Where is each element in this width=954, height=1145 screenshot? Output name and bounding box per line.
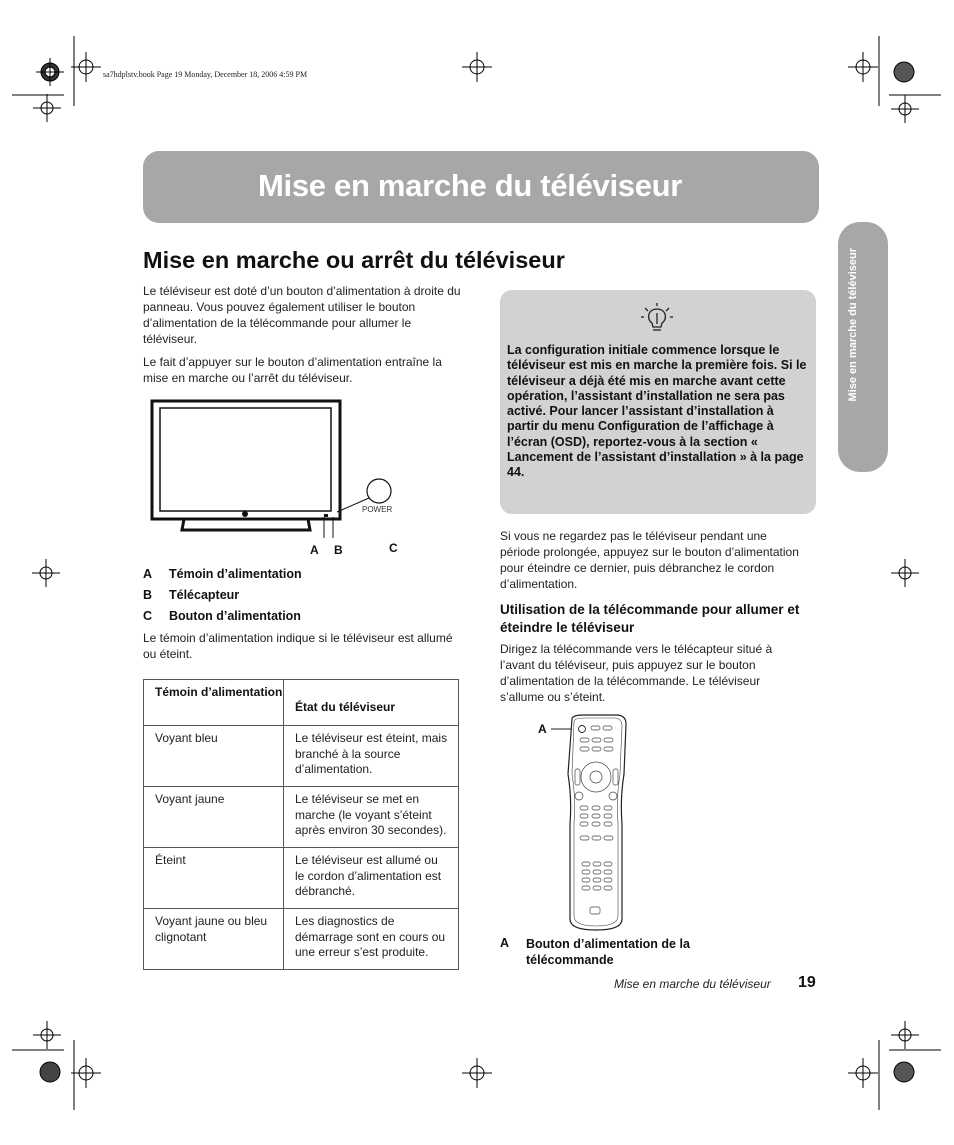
table-row — [144, 787, 459, 848]
callout-c: C — [389, 541, 398, 555]
table-cell: Les diagnostics de démarrage sont en cours ou une erreur s’est produite. — [284, 909, 459, 970]
legend-item: A Témoin d’alimentation — [143, 567, 302, 581]
registration-target-icon — [462, 52, 492, 82]
table-row — [144, 848, 459, 909]
tv-diagram — [148, 398, 408, 560]
section-heading: Mise en marche ou arrêt du téléviseur — [143, 247, 565, 273]
page-title: Mise en marche du téléviseur — [258, 168, 683, 203]
registration-target-icon — [890, 58, 918, 86]
table-cell: Le téléviseur se met en marche (le voyant s’éteint après environ 30 secondes). — [284, 787, 459, 848]
table-cell: Voyant bleu — [144, 726, 284, 787]
page-number: 19 — [798, 974, 816, 991]
registration-target-icon — [36, 1058, 64, 1086]
registration-target-icon — [848, 52, 878, 82]
power-button-label: POWER — [362, 505, 393, 514]
legend-item: C Bouton d’alimentation — [143, 609, 301, 623]
legend-item: B Télécapteur — [143, 588, 240, 602]
lightbulb-icon — [640, 302, 674, 336]
footer-label: Mise en marche du téléviseur — [614, 977, 771, 991]
registration-target-icon — [36, 58, 64, 86]
column-header: Témoin d’alimentation — [144, 680, 284, 726]
legend-list — [143, 567, 461, 630]
indicator-paragraph: Le témoin d’alimentation indique si le téléviseur est allumé ou éteint. — [143, 631, 453, 661]
remote-legend-item: A Bouton d’alimentation de la télécommande — [500, 936, 690, 967]
remote-paragraph: Dirigez la télécommande vers le télécapteur situé à l’avant du téléviseur, puis appuyez sur le bouton d’alimentation de la télécommande. Le téléviseur s’allume ou s’éteint. — [500, 642, 773, 704]
remote-subheading: Utilisation de la télécommande pour allumer et éteindre le téléviseur — [500, 602, 800, 635]
registration-target-icon — [848, 1058, 878, 1088]
standby-paragraph: Si vous ne regardez pas le téléviseur pendant une période prolongée, appuyez sur le bouton d’alimentation pour éteindre ce dernier, puis débranchez le cordon d’alimentation. — [500, 529, 799, 591]
table-header-row — [144, 680, 459, 726]
table-cell: Voyant jaune — [144, 787, 284, 848]
column-header: État du téléviseur — [284, 680, 459, 726]
table-row — [144, 726, 459, 787]
registration-target-icon — [32, 559, 60, 587]
status-table — [143, 679, 459, 970]
power-paragraph: Le fait d’appuyer sur le bouton d’alimentation entraîne la mise en marche ou l’arrêt du téléviseur. — [143, 355, 442, 385]
callout-b: B — [334, 543, 343, 557]
table-cell: Voyant jaune ou bleu clignotant — [144, 909, 284, 970]
remote-callout-a: A — [538, 722, 547, 736]
tip-text: La configuration initiale commence lorsque le téléviseur est mis en marche la première fois. Si le téléviseur a déjà été mis en marche avant cette opération, l’assistant d’installation ne sera pas activé. Pour lancer l’assistant d’installation à partir du menu Configuration de l’affichage à l’écran (OSD), reportez-vous à la section « Lancement de l’assistant d’installation » à la page 44. — [507, 343, 807, 480]
side-tab-label: Mise en marche du téléviseur — [847, 248, 859, 402]
table-cell: Éteint — [144, 848, 284, 909]
registration-target-icon — [891, 1021, 919, 1049]
registration-target-icon — [71, 1058, 101, 1088]
callout-a: A — [310, 543, 319, 557]
title-banner — [143, 151, 819, 223]
registration-target-icon — [891, 95, 919, 123]
table-row — [144, 909, 459, 970]
registration-target-icon — [71, 52, 101, 82]
registration-target-icon — [890, 1058, 918, 1086]
table-cell: Le téléviseur est allumé ou le cordon d’alimentation est débranché. — [284, 848, 459, 909]
tip-box — [500, 290, 816, 514]
tv-illustration — [148, 398, 408, 560]
remote-diagram — [536, 714, 636, 934]
registration-target-icon — [33, 94, 61, 122]
remote-control-illustration — [536, 714, 636, 934]
print-header: sa7hdplstv.book Page 19 Monday, December 18, 2006 4:59 PM — [103, 70, 308, 79]
intro-paragraph: Le téléviseur est doté d’un bouton d’alimentation à droite du panneau. Vous pouvez également utiliser le bouton d’alimentation de la télécommande pour allumer le téléviseur. — [143, 284, 461, 346]
side-tab — [838, 222, 888, 472]
registration-target-icon — [891, 559, 919, 587]
table-cell: Le téléviseur est éteint, mais branché à la source d’alimentation. — [284, 726, 459, 787]
registration-target-icon — [462, 1058, 492, 1088]
registration-target-icon — [33, 1021, 61, 1049]
